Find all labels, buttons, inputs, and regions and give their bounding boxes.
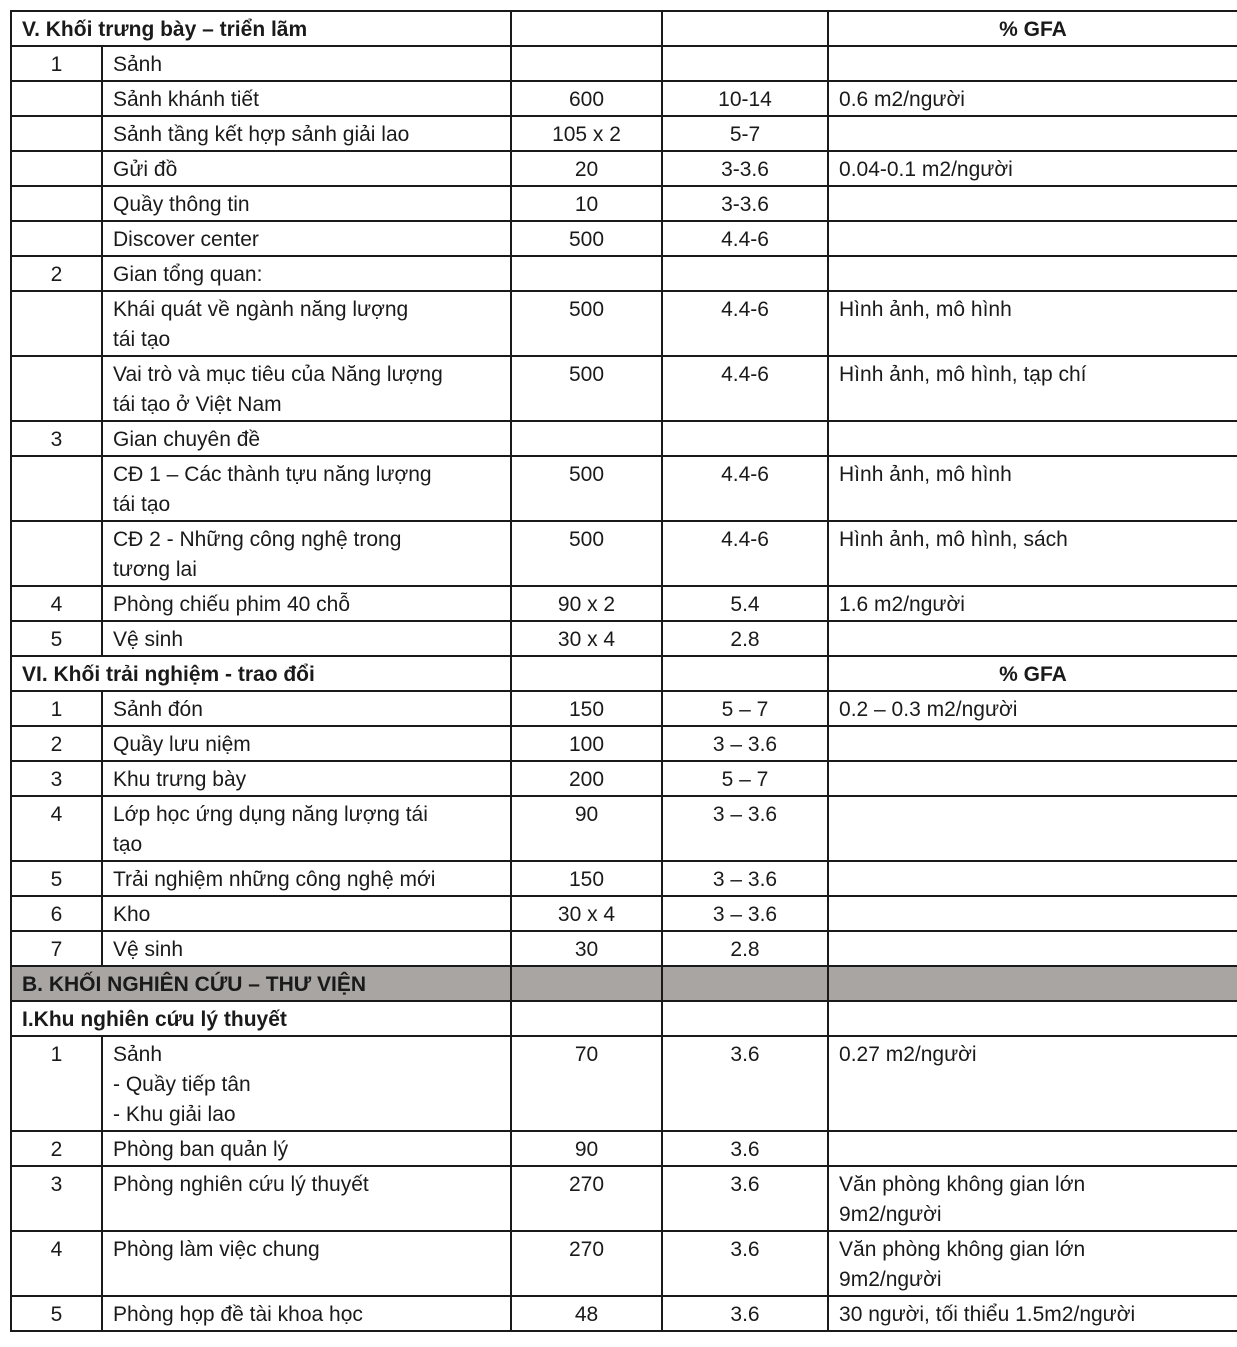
- room-note: [828, 421, 1237, 456]
- room-name-line: tái tạo ở Việt Nam: [113, 393, 282, 416]
- row-number: 6: [11, 896, 102, 931]
- room-name-line: Discover center: [113, 228, 259, 251]
- room-name: [102, 256, 511, 291]
- room-note: [828, 221, 1237, 256]
- room-name-line: Vệ sinh: [113, 938, 184, 961]
- room-name-line: Gian tổng quan:: [113, 263, 263, 286]
- row-number: 5: [11, 1296, 102, 1331]
- room-name-line: Khái quát về ngành năng lượng: [113, 298, 409, 321]
- table-row: [11, 221, 1237, 256]
- table-row: [11, 81, 1237, 116]
- row-number: 3: [11, 421, 102, 456]
- room-height: 3-3.6: [662, 186, 828, 221]
- room-note-line: Văn phòng không gian lớn: [839, 1238, 1086, 1261]
- room-name-line: - Khu giải lao: [113, 1103, 236, 1126]
- room-area: 270: [511, 1166, 662, 1231]
- room-note: [828, 151, 1237, 186]
- room-note: [828, 586, 1237, 621]
- room-area: 150: [511, 861, 662, 896]
- room-height: 2.8: [662, 621, 828, 656]
- room-note: [828, 931, 1237, 966]
- room-area: 90 x 2: [511, 586, 662, 621]
- room-height: 2.8: [662, 931, 828, 966]
- room-height: 3.6: [662, 1036, 828, 1131]
- space-program-table: [10, 10, 1237, 1332]
- table-row: [11, 356, 1237, 421]
- room-area: 90: [511, 796, 662, 861]
- table-row: [11, 586, 1237, 621]
- table-row: [11, 931, 1237, 966]
- room-name-line: Kho: [113, 903, 151, 926]
- note-header: [828, 1001, 1237, 1036]
- room-name: [102, 1296, 511, 1331]
- row-number: 1: [11, 1036, 102, 1131]
- table-row: [11, 291, 1237, 356]
- row-number: 7: [11, 931, 102, 966]
- row-number: [11, 456, 102, 521]
- room-note: [828, 726, 1237, 761]
- row-number: [11, 521, 102, 586]
- room-area: 500: [511, 221, 662, 256]
- room-name-line: Sảnh: [113, 1043, 163, 1066]
- room-note: [828, 46, 1237, 81]
- room-height: 4.4-6: [662, 521, 828, 586]
- note-header: % GFA: [828, 656, 1237, 691]
- room-area: 500: [511, 291, 662, 356]
- room-name-line: - Quầy tiếp tân: [113, 1073, 251, 1096]
- room-area: 500: [511, 456, 662, 521]
- room-name-line: Phòng chiếu phim 40 chỗ: [113, 593, 350, 616]
- table-row: [11, 186, 1237, 221]
- room-note: [828, 761, 1237, 796]
- table-row: [11, 1166, 1237, 1231]
- empty-cell: [511, 656, 662, 691]
- row-number: 4: [11, 796, 102, 861]
- room-height: 4.4-6: [662, 456, 828, 521]
- room-name: [102, 896, 511, 931]
- room-name-line: Sảnh: [113, 53, 163, 76]
- room-name: [102, 116, 511, 151]
- empty-cell: [511, 966, 662, 1001]
- table-row: [11, 761, 1237, 796]
- room-note-line: 9m2/người: [839, 1268, 942, 1291]
- room-height: 3 – 3.6: [662, 726, 828, 761]
- room-area: 90: [511, 1131, 662, 1166]
- row-number: 2: [11, 726, 102, 761]
- room-area: 20: [511, 151, 662, 186]
- room-height: 4.4-6: [662, 221, 828, 256]
- table-row: [11, 421, 1237, 456]
- room-name-line: CĐ 2 - Những công nghệ trong: [113, 528, 402, 551]
- room-area: 500: [511, 521, 662, 586]
- room-name: [102, 621, 511, 656]
- room-height: [662, 256, 828, 291]
- room-note: [828, 116, 1237, 151]
- room-area: 270: [511, 1231, 662, 1296]
- room-note-line: 1.6 m2/người: [839, 593, 965, 616]
- room-name: [102, 586, 511, 621]
- room-height: 5-7: [662, 116, 828, 151]
- room-area: 105 x 2: [511, 116, 662, 151]
- row-number: 5: [11, 861, 102, 896]
- note-header: [828, 966, 1237, 1001]
- row-number: 3: [11, 1166, 102, 1231]
- room-area: 500: [511, 356, 662, 421]
- room-note-line: 30 người, tối thiểu 1.5m2/người: [839, 1303, 1136, 1326]
- room-height: 3.6: [662, 1296, 828, 1331]
- room-name: [102, 151, 511, 186]
- row-number: [11, 221, 102, 256]
- section-title: V. Khối trưng bày – triển lãm: [11, 11, 511, 46]
- room-height: [662, 46, 828, 81]
- table-row: [11, 861, 1237, 896]
- room-note-line: 0.6 m2/người: [839, 88, 965, 111]
- room-name-line: tạo: [113, 833, 143, 856]
- room-note: [828, 1231, 1237, 1296]
- room-height: 3-3.6: [662, 151, 828, 186]
- room-note: [828, 1296, 1237, 1331]
- row-number: 3: [11, 761, 102, 796]
- room-note: [828, 1166, 1237, 1231]
- room-note: [828, 81, 1237, 116]
- section-title: VI. Khối trải nghiệm - trao đổi: [11, 656, 511, 691]
- table-row: [11, 896, 1237, 931]
- room-name: [102, 186, 511, 221]
- room-name-line: CĐ 1 – Các thành tựu năng lượng: [113, 463, 432, 486]
- room-name: [102, 291, 511, 356]
- empty-cell: [511, 1001, 662, 1036]
- row-number: 1: [11, 46, 102, 81]
- room-height: 5 – 7: [662, 761, 828, 796]
- room-note: [828, 861, 1237, 896]
- room-note: [828, 1036, 1237, 1131]
- room-area: 30 x 4: [511, 621, 662, 656]
- section-title: I.Khu nghiên cứu lý thuyết: [11, 1001, 511, 1036]
- room-name: [102, 1131, 511, 1166]
- room-area: 600: [511, 81, 662, 116]
- room-note: [828, 621, 1237, 656]
- room-area: 200: [511, 761, 662, 796]
- room-name-line: Lớp học ứng dụng năng lượng tái: [113, 803, 428, 826]
- room-name: [102, 796, 511, 861]
- table-row: [11, 621, 1237, 656]
- room-name: [102, 46, 511, 81]
- table-row: [11, 1231, 1237, 1296]
- room-area: 150: [511, 691, 662, 726]
- room-area: [511, 421, 662, 456]
- table-row: [11, 456, 1237, 521]
- room-height: 3.6: [662, 1166, 828, 1231]
- room-name-line: Sảnh tầng kết hợp sảnh giải lao: [113, 123, 410, 146]
- room-note: [828, 356, 1237, 421]
- room-area: 10: [511, 186, 662, 221]
- table-row: [11, 116, 1237, 151]
- row-number: 4: [11, 586, 102, 621]
- table-row: [11, 1131, 1237, 1166]
- room-note-line: Hình ảnh, mô hình, tạp chí: [839, 363, 1087, 386]
- section-header-row: [11, 966, 1237, 1001]
- section-header-row: [11, 1001, 1237, 1036]
- room-name-line: Quầy lưu niệm: [113, 733, 251, 756]
- room-height: 5.4: [662, 586, 828, 621]
- room-note-line: Hình ảnh, mô hình: [839, 463, 1012, 486]
- table-row: [11, 691, 1237, 726]
- room-note: [828, 1131, 1237, 1166]
- table-row: [11, 151, 1237, 186]
- table-body: [11, 11, 1237, 1331]
- table-row: [11, 256, 1237, 291]
- table-row: [11, 726, 1237, 761]
- room-area: 48: [511, 1296, 662, 1331]
- room-area: 70: [511, 1036, 662, 1131]
- room-name: [102, 691, 511, 726]
- room-name: [102, 521, 511, 586]
- room-height: 3.6: [662, 1131, 828, 1166]
- row-number: [11, 291, 102, 356]
- room-note: [828, 796, 1237, 861]
- row-number: 2: [11, 1131, 102, 1166]
- row-number: [11, 81, 102, 116]
- room-name: [102, 421, 511, 456]
- room-name-line: tương lai: [113, 558, 197, 581]
- room-name-line: Khu trưng bày: [113, 768, 247, 791]
- room-height: 3 – 3.6: [662, 861, 828, 896]
- room-height: 10-14: [662, 81, 828, 116]
- room-area: [511, 256, 662, 291]
- room-name: [102, 1036, 511, 1131]
- room-name-line: Phòng ban quản lý: [113, 1138, 289, 1161]
- room-height: 3 – 3.6: [662, 796, 828, 861]
- room-name: [102, 761, 511, 796]
- room-name-line: tái tạo: [113, 328, 171, 351]
- row-number: 1: [11, 691, 102, 726]
- room-area: 30: [511, 931, 662, 966]
- empty-cell: [662, 966, 828, 1001]
- empty-cell: [662, 656, 828, 691]
- row-number: [11, 186, 102, 221]
- row-number: 5: [11, 621, 102, 656]
- room-note: [828, 291, 1237, 356]
- room-name: [102, 356, 511, 421]
- empty-cell: [662, 11, 828, 46]
- note-header: % GFA: [828, 11, 1237, 46]
- room-name: [102, 861, 511, 896]
- room-height: 4.4-6: [662, 356, 828, 421]
- room-note-line: 0.2 – 0.3 m2/người: [839, 698, 1018, 721]
- room-name-line: Quầy thông tin: [113, 193, 250, 216]
- table-row: [11, 796, 1237, 861]
- room-name-line: Phòng làm việc chung: [113, 1238, 320, 1261]
- room-area: 100: [511, 726, 662, 761]
- room-note: [828, 896, 1237, 931]
- room-name-line: Trải nghiệm những công nghệ mới: [113, 868, 436, 891]
- table-row: [11, 1296, 1237, 1331]
- room-note: [828, 256, 1237, 291]
- room-note-line: Hình ảnh, mô hình: [839, 298, 1012, 321]
- room-note-line: Hình ảnh, mô hình, sách: [839, 528, 1068, 551]
- row-number: 2: [11, 256, 102, 291]
- room-note-line: 0.27 m2/người: [839, 1043, 977, 1066]
- room-note: [828, 521, 1237, 586]
- room-name-line: tái tạo: [113, 493, 171, 516]
- empty-cell: [511, 11, 662, 46]
- row-number: [11, 116, 102, 151]
- room-note: [828, 186, 1237, 221]
- room-name-line: Phòng nghiên cứu lý thuyết: [113, 1173, 369, 1196]
- room-area: 30 x 4: [511, 896, 662, 931]
- room-name: [102, 221, 511, 256]
- room-name: [102, 931, 511, 966]
- room-height: 3.6: [662, 1231, 828, 1296]
- row-number: [11, 151, 102, 186]
- room-name: [102, 81, 511, 116]
- table-row: [11, 1036, 1237, 1131]
- room-note: [828, 456, 1237, 521]
- room-name: [102, 1166, 511, 1231]
- room-note: [828, 691, 1237, 726]
- room-height: [662, 421, 828, 456]
- room-name-line: Vai trò và mục tiêu của Năng lượng: [113, 363, 443, 386]
- room-name-line: Sảnh đón: [113, 698, 203, 721]
- room-area: [511, 46, 662, 81]
- room-name-line: Phòng họp đề tài khoa học: [113, 1303, 363, 1326]
- room-name-line: Gian chuyên đề: [113, 428, 261, 451]
- room-height: 4.4-6: [662, 291, 828, 356]
- room-height: 3 – 3.6: [662, 896, 828, 931]
- table-row: [11, 521, 1237, 586]
- room-name: [102, 456, 511, 521]
- row-number: [11, 356, 102, 421]
- table-row: [11, 46, 1237, 81]
- room-name-line: Vệ sinh: [113, 628, 184, 651]
- room-name: [102, 1231, 511, 1296]
- room-note-line: Văn phòng không gian lớn: [839, 1173, 1086, 1196]
- room-note-line: 9m2/người: [839, 1203, 942, 1226]
- room-name: [102, 726, 511, 761]
- row-number: 4: [11, 1231, 102, 1296]
- section-title: B. KHỐI NGHIÊN CỨU – THƯ VIỆN: [11, 966, 511, 1001]
- room-note-line: 0.04-0.1 m2/người: [839, 158, 1013, 181]
- room-height: 5 – 7: [662, 691, 828, 726]
- section-header-row: [11, 656, 1237, 691]
- room-name-line: Sảnh khánh tiết: [113, 88, 259, 111]
- room-name-line: Gửi đồ: [113, 158, 178, 181]
- section-header-row: [11, 11, 1237, 46]
- empty-cell: [662, 1001, 828, 1036]
